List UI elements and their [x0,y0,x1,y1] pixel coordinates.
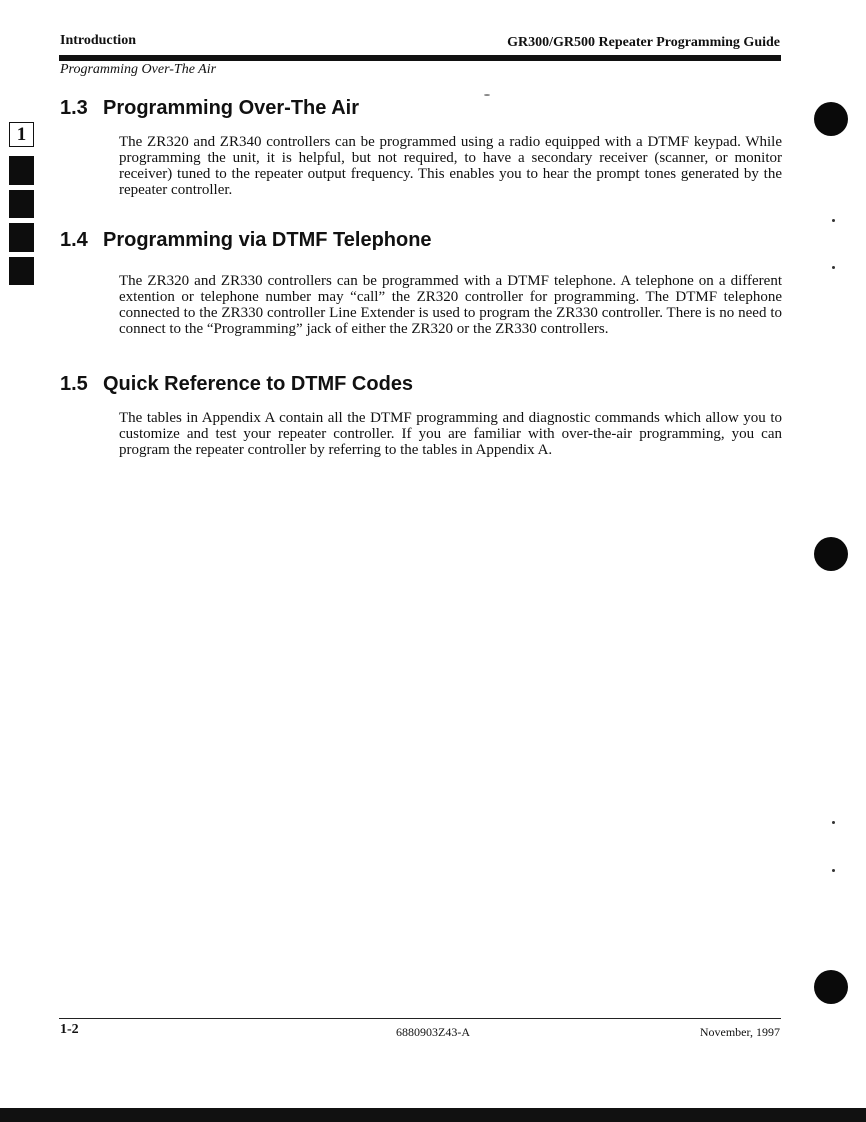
footer-date: November, 1997 [699,1025,780,1039]
section-title: Programming via DTMF Telephone [103,229,432,251]
scan-edge-bar [0,1108,866,1122]
section-heading [60,373,782,396]
binder-hole [814,970,848,1004]
header-subtitle: Programming Over-The Air [60,62,217,77]
section-number: 1.3 [60,97,88,119]
chapter-tab-marker [9,257,34,285]
section-number: 1.5 [60,373,88,395]
binder-hole [814,102,848,136]
chapter-tab-number: 1 [9,122,34,147]
section-body: The tables in Appendix A contain all the DTMF programming and diagnostic commands which allow you to customize and test your repeater controller. If you are familiar with over-the-air programming, you can program the repeater controller by referring to the tables in Appendix A. [119,410,782,458]
section-heading [60,229,782,252]
binder-hole [814,537,848,571]
section-number: 1.4 [60,229,88,251]
scan-speck [832,266,835,269]
scan-speck [832,869,835,872]
section-body: The ZR320 and ZR340 controllers can be programmed using a radio equipped with a DTMF keypad. While programming the unit, it is helpful, but not required, to have a secondary receiver (scanner, or monitor receiver) tuned to the repeater output frequency. This enables you to hear the prompt tones generated by the repeater controller. [119,134,782,198]
chapter-tab-marker [9,190,34,218]
footer-doc-number: 6880903Z43-A [396,1025,470,1039]
section-1-3 [60,97,782,198]
footer-rule [59,1018,781,1019]
footer-page-number: 1-2 [60,1022,79,1037]
scan-speck [832,821,835,824]
section-body: The ZR320 and ZR330 controllers can be programmed with a DTMF telephone. A telephone on a different extention or telephone number may “call” the ZR320 controller for programming. The DTMF telephone connected to the ZR330 controller Line Extender is used to program the ZR330 controller. There is no need to connect to the “Programming” jack of either the ZR320 or the ZR330 controllers. [119,273,782,337]
section-1-4 [60,229,782,337]
scan-speck [484,94,490,96]
header-section-label: Introduction [60,33,136,48]
section-heading [60,97,782,120]
scan-speck [832,219,835,222]
section-title: Quick Reference to DTMF Codes [103,373,414,395]
chapter-tab-marker [9,156,34,185]
section-title: Programming Over-The Air [103,97,359,119]
header-guide-title: GR300/GR500 Repeater Programming Guide [507,35,780,50]
header-rule [59,55,781,61]
chapter-tab-marker [9,223,34,252]
section-1-5 [60,373,782,458]
